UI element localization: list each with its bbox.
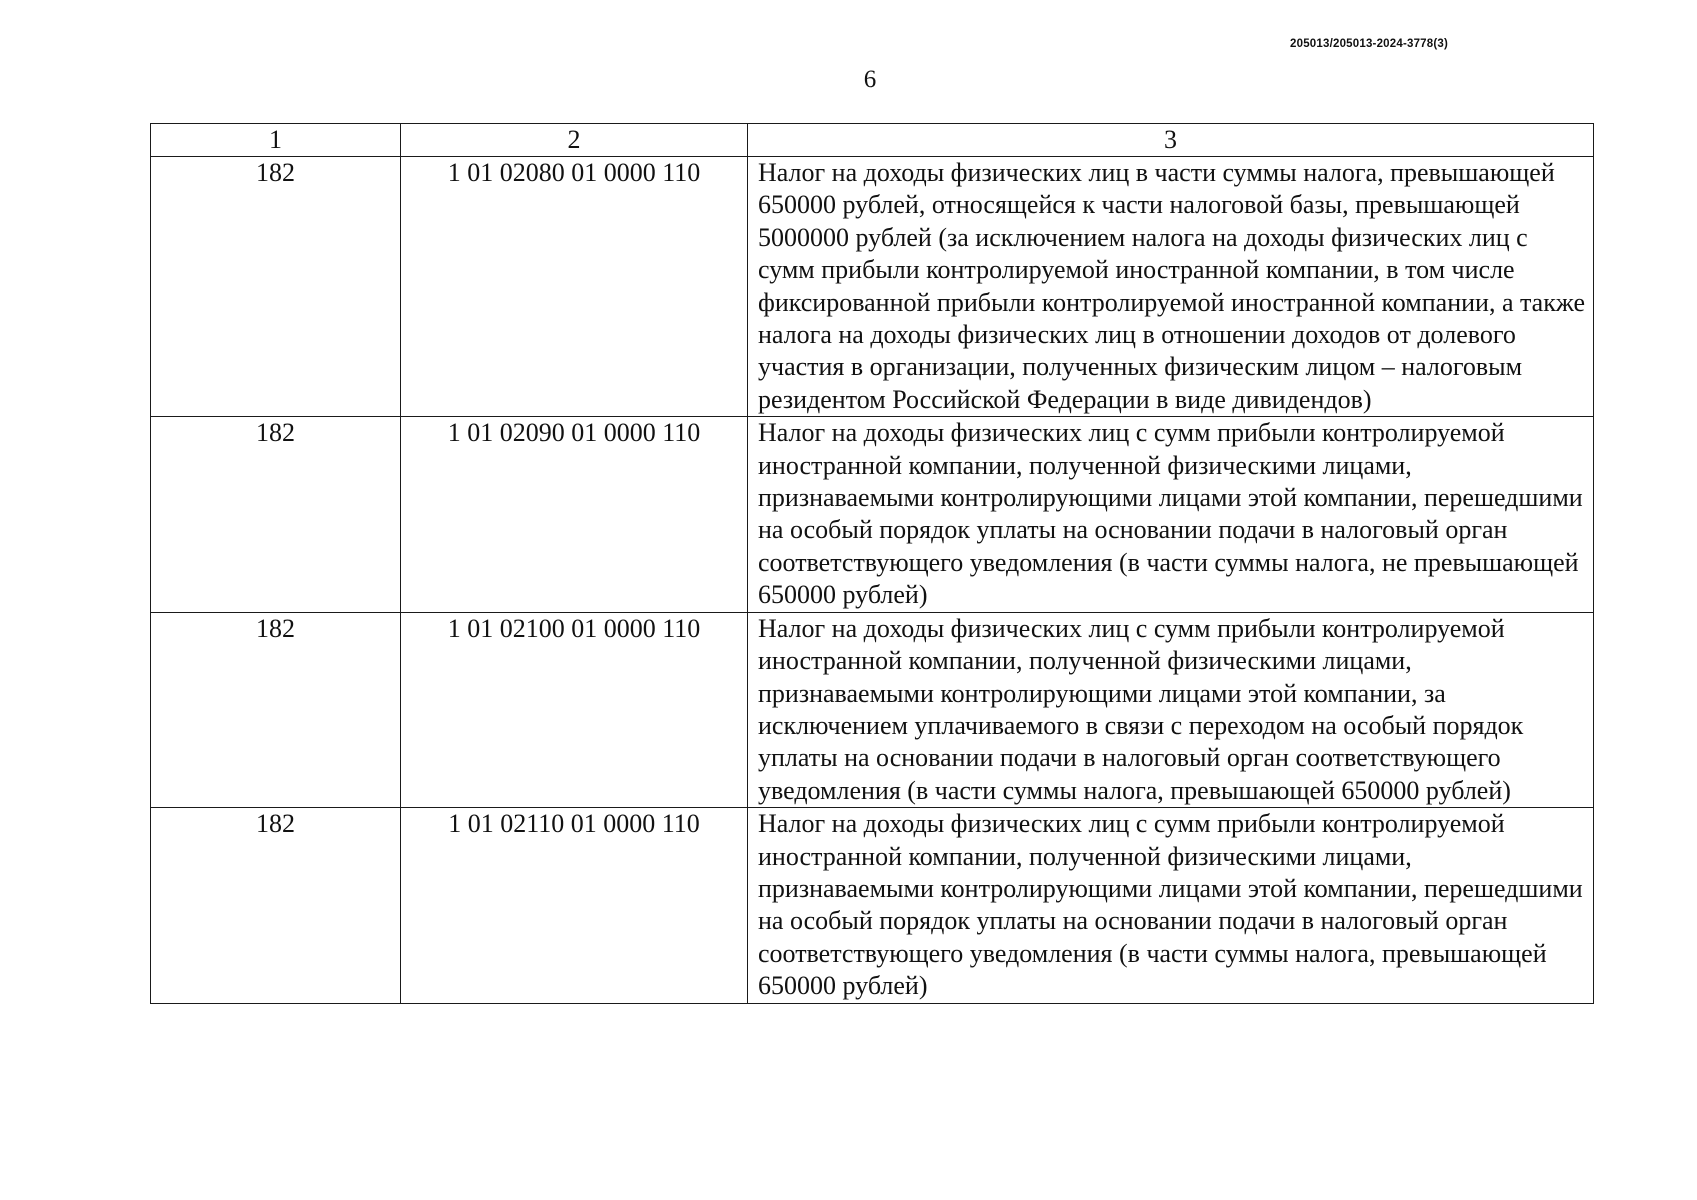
- column-header-2: 2: [401, 124, 748, 157]
- description-cell: Налог на доходы физических лиц с сумм прибыли контролируемой иностранной компании, полученной физическими лицами, признаваемыми контролирующими лицами этой компании, перешедшими на особый порядок уплаты на основании подачи в налоговый орган соответствующего уведомления (в части суммы налога, не превышающей 650000 рублей): [748, 417, 1594, 612]
- description-cell: Налог на доходы физических лиц с сумм прибыли контролируемой иностранной компании, полученной физическими лицами, признаваемыми контролирующими лицами этой компании, перешедшими на особый порядок уплаты на основании подачи в налоговый орган соответствующего уведомления (в части суммы налога, превышающей 650000 рублей): [748, 808, 1594, 1003]
- description-cell: Налог на доходы физических лиц с сумм прибыли контролируемой иностранной компании, полученной физическими лицами, признаваемыми контролирующими лицами этой компании, за исключением уплачиваемого в связи с переходом на особый порядок уплаты на основании подачи в налоговый орган соответствующего уведомления (в части суммы налога, превышающей 650000 рублей): [748, 612, 1594, 807]
- kbk-code-cell: 1 01 02100 01 0000 110: [401, 612, 748, 807]
- column-header-3: 3: [748, 124, 1594, 157]
- table-row: [151, 417, 1594, 612]
- budget-code-table: [150, 123, 1594, 1004]
- table-row: [151, 157, 1594, 417]
- kbk-code-cell: 1 01 02090 01 0000 110: [401, 417, 748, 612]
- admin-code-cell: 182: [151, 612, 401, 807]
- page-number: 6: [863, 66, 877, 93]
- table-row: [151, 612, 1594, 807]
- admin-code-cell: 182: [151, 157, 401, 417]
- table-row: [151, 808, 1594, 1003]
- column-header-1: 1: [151, 124, 401, 157]
- kbk-code-cell: 1 01 02110 01 0000 110: [401, 808, 748, 1003]
- admin-code-cell: 182: [151, 417, 401, 612]
- admin-code-cell: 182: [151, 808, 401, 1003]
- description-cell: Налог на доходы физических лиц в части суммы налога, превышающей 650000 рублей, относящейся к части налоговой базы, превышающей 5000000 рублей (за исключением налога на доходы физических лиц с сумм прибыли контролируемой иностранной компании, в том числе фиксированной прибыли контролируемой иностранной компании, а также налога на доходы физических лиц в отношении доходов от долевого участия в организации, полученных физическим лицом – налоговым резидентом Российской Федерации в виде дивидендов): [748, 157, 1594, 417]
- kbk-code-cell: 1 01 02080 01 0000 110: [401, 157, 748, 417]
- table-header-row: [151, 124, 1594, 157]
- document-id: 205013/205013-2024-3778(3): [1290, 38, 1449, 50]
